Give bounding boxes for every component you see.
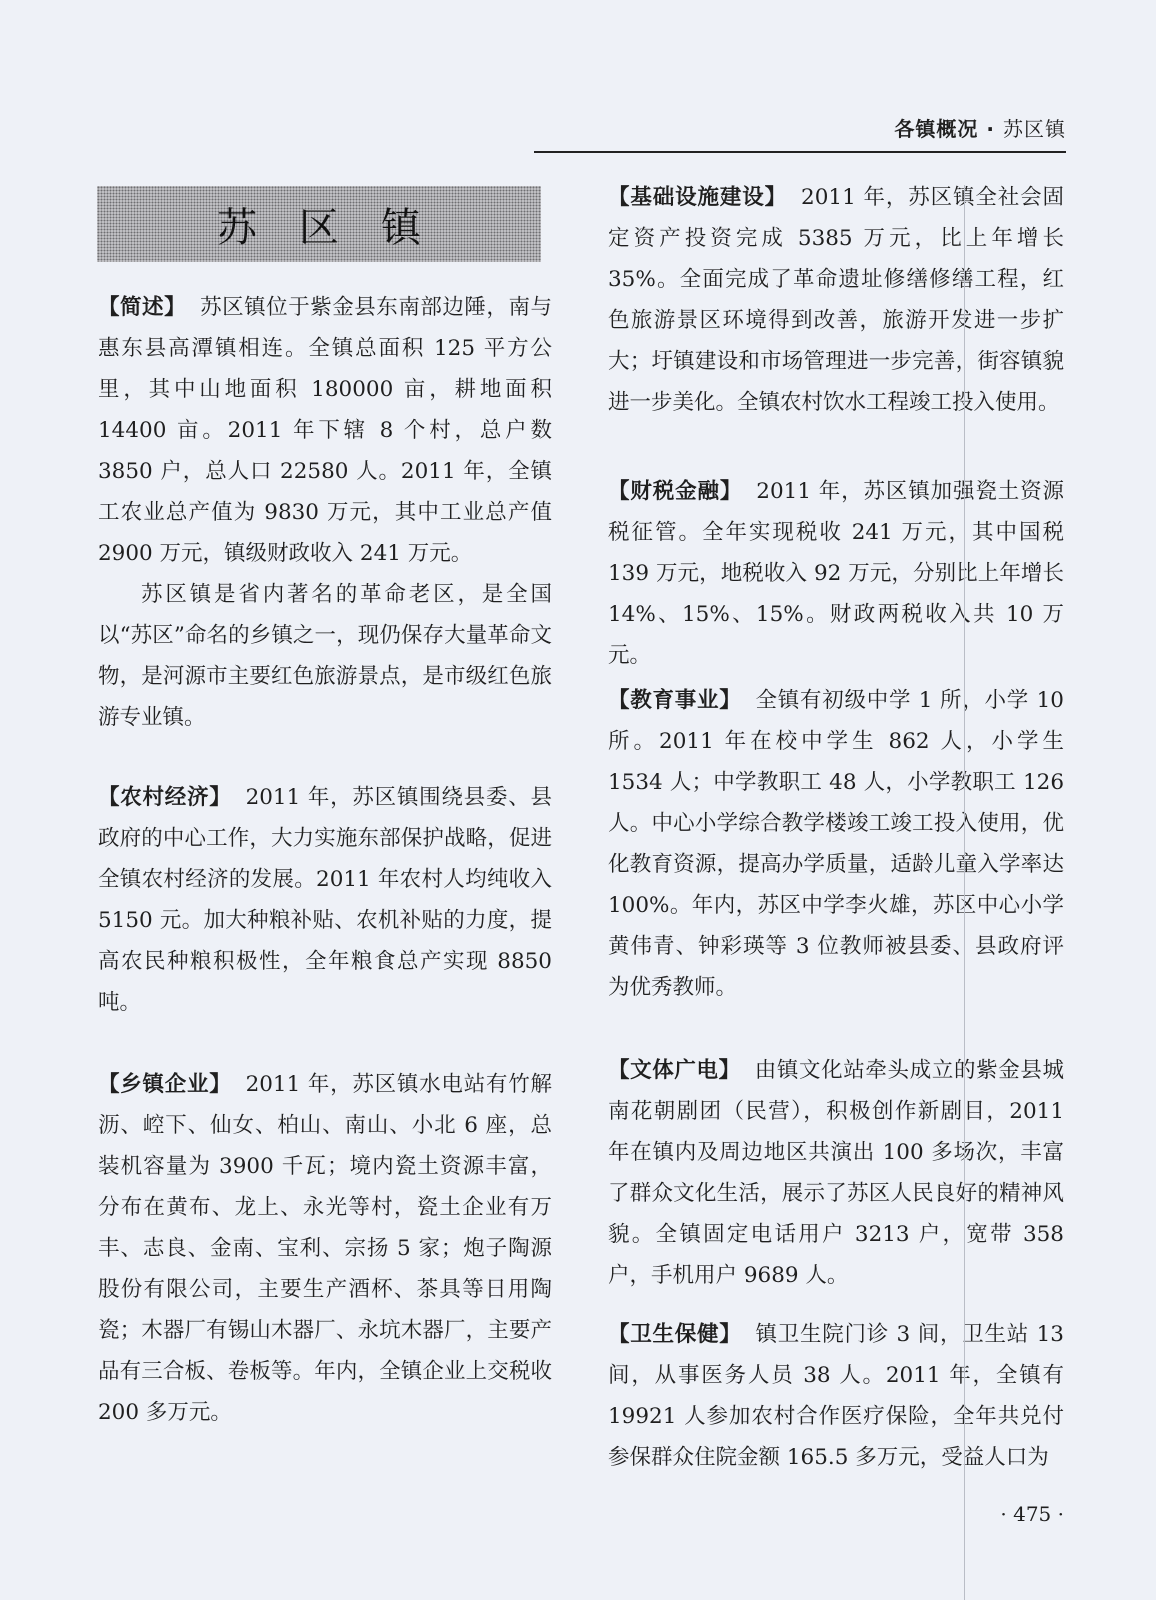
page-title: 苏区镇 — [217, 204, 463, 251]
running-head — [894, 113, 1066, 142]
section-text-weisheng: 镇卫生院门诊 3 间，卫生站 13 间，从事医务人员 38 人。2011 年，全镇有 19921 人参加农村合作医疗保险，全年共兑付参保群众住院金额 165.5 多万元，受益人口为 — [608, 1322, 1064, 1470]
section-heading-jichu: 【基础设施建设】 — [608, 185, 788, 210]
header-rule — [534, 151, 1066, 153]
section-heading-xiangzhen: 【乡镇企业】 — [98, 1072, 232, 1097]
section-text-wenti: 由镇文化站牵头成立的紫金县城南花朝剧团（民营），积极创作新剧目，2011 年在镇内及周边地区共演出 100 多场次，丰富了群众文化生活，展示了苏区人民良好的精神风貌。全镇固定电话用户 3213 户，宽带 358 户，手机用户 9689 人。 — [608, 1058, 1064, 1288]
section-text-xiangzhen: 2011 年，苏区镇水电站有竹解沥、崆下、仙女、柏山、南山、小北 6 座，总装机容量为 3900 千瓦；境内瓷土资源丰富，分布在黄布、龙上、永光等村，瓷土企业有万丰、志良、金南、宝利、宗扬 5 家；炮子陶源股份有限公司，主要生产酒杯、茶具等日用陶瓷；木器厂有锡山木器厂、永坑木器厂，主要产品有三合板、卷板等。年内，全镇企业上交税收 200 多万元。 — [98, 1072, 552, 1425]
title-banner — [97, 186, 541, 262]
running-head-separator: · — [986, 117, 995, 141]
section-heading-jiaoyu: 【教育事业】 — [608, 688, 742, 713]
section-heading-jianshu: 【简述】 — [98, 295, 187, 320]
paragraph-jianshu — [98, 287, 552, 574]
section-text-jichu: 2011 年，苏区镇全社会固定资产投资完成 5385 万元，比上年增长 35%。全面完成了革命遗址修缮修缮工程，红色旅游景区环境得到改善，旅游开发进一步扩大；圩镇建设和市场管理进一步完善，街容镇貌进一步美化。全镇农村饮水工程竣工投入使用。 — [608, 185, 1064, 415]
paragraph-jianshu-2: 苏区镇是省内著名的革命老区，是全国以“苏区”命名的乡镇之一，现仍保存大量革命文物，是河源市主要红色旅游景点，是市级红色旅游专业镇。 — [98, 582, 552, 730]
paragraph-nongcun — [98, 777, 552, 1023]
running-head-town: 苏区镇 — [1003, 117, 1066, 141]
paragraph-weisheng — [608, 1314, 1064, 1478]
section-heading-wenti: 【文体广电】 — [608, 1058, 741, 1083]
paragraph-wenti — [608, 1050, 1064, 1296]
section-text-nongcun: 2011 年，苏区镇围绕县委、县政府的中心工作，大力实施东部保护战略，促进全镇农村经济的发展。2011 年农村人均纯收入 5150 元。加大种粮补贴、农机补贴的力度，提高农民种粮积极性，全年粮食总产实现 8850 吨。 — [98, 785, 552, 1015]
paragraph-xiangzhen — [98, 1064, 552, 1433]
section-heading-weisheng: 【卫生保健】 — [608, 1322, 742, 1347]
paragraph-jichu — [608, 177, 1064, 423]
page-number: · 475 · — [1000, 1502, 1064, 1526]
section-text-caishui: 2011 年，苏区镇加强瓷土资源税征管。全年实现税收 241 万元，其中国税 139 万元，地税收入 92 万元，分别比上年增长 14%、15%、15%。财政两税收入共 10 万元。 — [608, 479, 1064, 668]
section-text-jianshu: 苏区镇位于紫金县东南部边陲，南与惠东县高潭镇相连。全镇总面积 125 平方公里，其中山地面积 180000 亩，耕地面积 14400 亩。2011 年下辖 8 个村，总户数 3850 户，总人口 22580 人。2011 年，全镇工农业总产值为 9830 万元，其中工业总产值 2900 万元，镇级财政收入 241 万元。 — [98, 295, 552, 566]
section-text-jiaoyu: 全镇有初级中学 1 所，小学 10 所。2011 年在校中学生 862 人，小学生 1534 人；中学教职工 48 人，小学教职工 126 人。中心小学综合教学楼竣工竣工投入使用，优化教育资源，提高办学质量，适龄儿童入学率达 100%。年内，苏区中学李火雄，苏区中心小学黄伟青、钟彩瑛等 3 位教师被县委、县政府评为优秀教师。 — [608, 688, 1064, 1000]
paragraph-jiaoyu — [608, 680, 1064, 1008]
section-heading-nongcun: 【农村经济】 — [98, 785, 232, 810]
paragraph-caishui — [608, 471, 1064, 676]
running-head-section: 各镇概况 — [894, 117, 979, 141]
section-heading-caishui: 【财税金融】 — [608, 479, 743, 504]
scan-fold-line — [964, 185, 965, 1600]
